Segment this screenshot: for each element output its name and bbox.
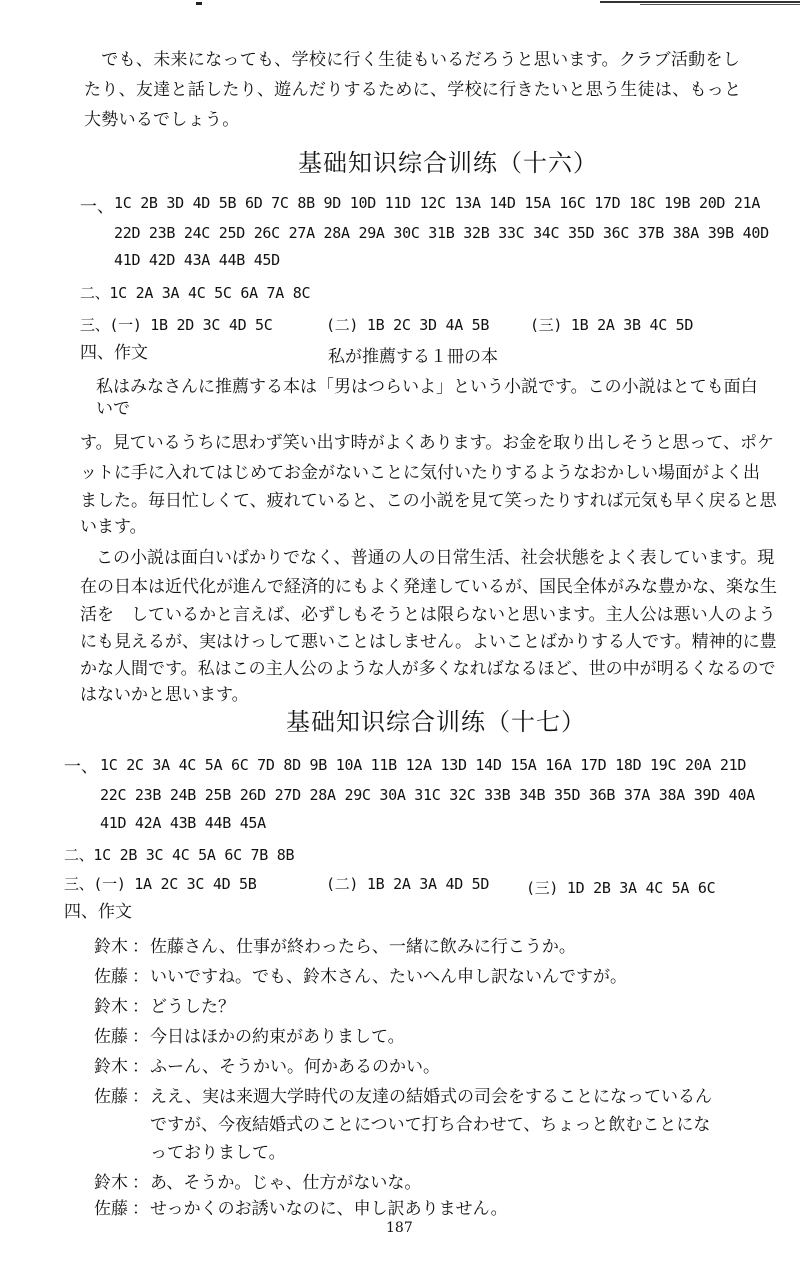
- sec16-essay-title: 私が推薦する１冊の本: [328, 347, 498, 367]
- essay-line-12: はないかと思います。: [80, 685, 249, 705]
- sec17-part3-a: 三、(一) 1A 2C 3C 4D 5B: [64, 875, 257, 893]
- sec16-part1-label: 一、: [80, 197, 114, 217]
- section-16-title: 基础知识综合训练（十六）: [298, 149, 598, 177]
- dialogue-line: ですが、今夜結婚式のことについて打ち合わせて、ちょっと飲むことにな: [150, 1115, 711, 1135]
- essay-line-7: この小説は面白いばかりでなく、普通の人の日常生活、社会状態をよく表しています。現: [96, 548, 775, 568]
- sec16-part2: 二、1C 2A 3A 4C 5C 6A 7A 8C: [80, 284, 311, 302]
- essay-line-1: 私はみなさんに推薦する本は「男はつらいよ」という小説です。この小説はとても面白: [96, 377, 758, 397]
- essay-line-6: います。: [80, 517, 147, 537]
- sec17-part3-c: (三) 1D 2B 3A 4C 5A 6C: [526, 879, 716, 897]
- sec16-part4-label: 四、作文: [80, 343, 148, 363]
- dialogue-colon: ：: [132, 1057, 149, 1077]
- dialogue-line: あ、そうか。じゃ、仕方がないな。: [150, 1173, 422, 1193]
- sec16-part1-line-1: 1C 2B 3D 4D 5B 6D 7C 8B 9D 10D 11D 12C 13A 14D 15A 16C 17D 18C 19B 20D 21A: [114, 194, 761, 212]
- dialogue-line: いいですね。でも、鈴木さん、たいへん申し訳ないんですが。: [150, 967, 628, 987]
- sec16-part3-a: 三、(一) 1B 2D 3C 4D 5C: [80, 316, 273, 334]
- dialogue-speaker: 鈴木: [94, 937, 128, 957]
- dialogue-speaker: 佐藤: [94, 1027, 128, 1047]
- dialogue-line: 佐藤さん、仕事が終わったら、一緒に飲みに行こうか。: [150, 937, 576, 957]
- sec17-part1-label: 一、: [64, 757, 98, 777]
- dialogue-colon: ：: [132, 967, 149, 987]
- dialogue-line: 今日はほかの約束がありまして。: [150, 1027, 405, 1047]
- dialogue-speaker: 鈴木: [94, 1057, 128, 1077]
- sec16-part3-b: (二) 1B 2C 3D 4A 5B: [326, 316, 490, 334]
- sec16-part1-line-2: 22D 23B 24C 25D 26C 27A 28A 29A 30C 31B 32B 33C 34C 35D 36C 37B 38A 39B 40D: [114, 224, 769, 242]
- sec17-part1-line-3: 41D 42A 43B 44B 45A: [100, 814, 266, 832]
- essay-line-5: ました。毎日忙しくて、疲れていると、この小説を見て笑ったりすれば元気も早く戻ると思: [80, 491, 777, 511]
- dialogue-colon: ：: [132, 937, 149, 957]
- essay-line-10: にも見えるが、実はけっして悪いことはしません。よいことばかりする人です。精神的に豊: [80, 632, 777, 652]
- section-17-title: 基础知识综合训练（十七）: [286, 708, 586, 736]
- dialogue-speaker: 佐藤: [94, 1199, 128, 1219]
- page-number: 187: [386, 1220, 413, 1236]
- sec16-part3-c: (三) 1B 2A 3B 4C 5D: [530, 316, 694, 334]
- sec17-part1-line-2: 22C 23B 24B 25B 26D 27D 28A 29C 30A 31C 32C 33B 34B 35D 36B 37A 38A 39D 40A: [100, 786, 755, 804]
- dialogue-line: ふーん、そうかい。何かあるのかい。: [150, 1057, 441, 1077]
- dialogue-speaker: 佐藤: [94, 967, 128, 987]
- dialogue-colon: ：: [132, 1027, 149, 1047]
- dialogue-line: せっかくのお誘いなのに、申し訳ありません。: [150, 1199, 508, 1219]
- sec17-part1-line-1: 1C 2C 3A 4C 5A 6C 7D 8D 9B 10A 11B 12A 13D 14D 15A 16A 17D 18D 19C 20A 21D: [100, 756, 747, 774]
- dialogue-speaker: 鈴木: [94, 997, 128, 1017]
- essay-line-9: 活を しているかと言えば、必ずしもそうとは限らないと思います。主人公は悪い人のよう: [80, 605, 776, 625]
- dialogue-line: どうした？: [150, 997, 235, 1017]
- dialogue-line: ええ、実は来週大学時代の友達の結婚式の司会をすることになっているん: [150, 1087, 713, 1107]
- essay-line-4: ットに手に入れてはじめてお金がないことに気付いたりするようなおかしい場面がよく出: [80, 463, 760, 483]
- dialogue-colon: ：: [132, 1173, 149, 1193]
- sec17-part3-b: (二) 1B 2A 3A 4D 5D: [326, 875, 490, 893]
- dialogue-colon: ：: [132, 1087, 149, 1107]
- dialogue-colon: ：: [132, 997, 149, 1017]
- sec17-part4-label: 四、作文: [64, 902, 132, 922]
- essay-line-11: かな人間です。私はこの主人公のような人が多くなればなるほど、世の中が明るくなるので: [80, 659, 776, 679]
- dialogue-line: っておりまして。: [150, 1143, 286, 1163]
- essay-line-3: す。見ているうちに思わず笑い出す時がよくあります。お金を取り出しそうと思って、ポケ: [80, 433, 774, 453]
- sec17-part2: 二、1C 2B 3C 4C 5A 6C 7B 8B: [64, 846, 295, 864]
- scan-edge-marks: [0, 0, 800, 6]
- dialogue-speaker: 鈴木: [94, 1173, 128, 1193]
- sec16-part1-line-3: 41D 42D 43A 44B 45D: [114, 251, 280, 269]
- intro-line-1: でも、未来になっても、学校に行く生徒もいるだろうと思います。クラブ活動をし: [84, 50, 741, 70]
- essay-line-8: 在の日本は近代化が進んで経済的にもよく発達しているが、国民全体がみな豊かな、楽な生: [80, 577, 777, 597]
- dialogue-speaker: 佐藤: [94, 1087, 128, 1107]
- intro-line-3: 大勢いるでしょう。: [84, 110, 240, 130]
- dialogue-colon: ：: [132, 1199, 149, 1219]
- intro-line-2: たり、友達と話したり、遊んだりするために、学校に行きたいと思う生徒は、もっと: [84, 80, 742, 100]
- essay-line-2: いで: [96, 399, 130, 419]
